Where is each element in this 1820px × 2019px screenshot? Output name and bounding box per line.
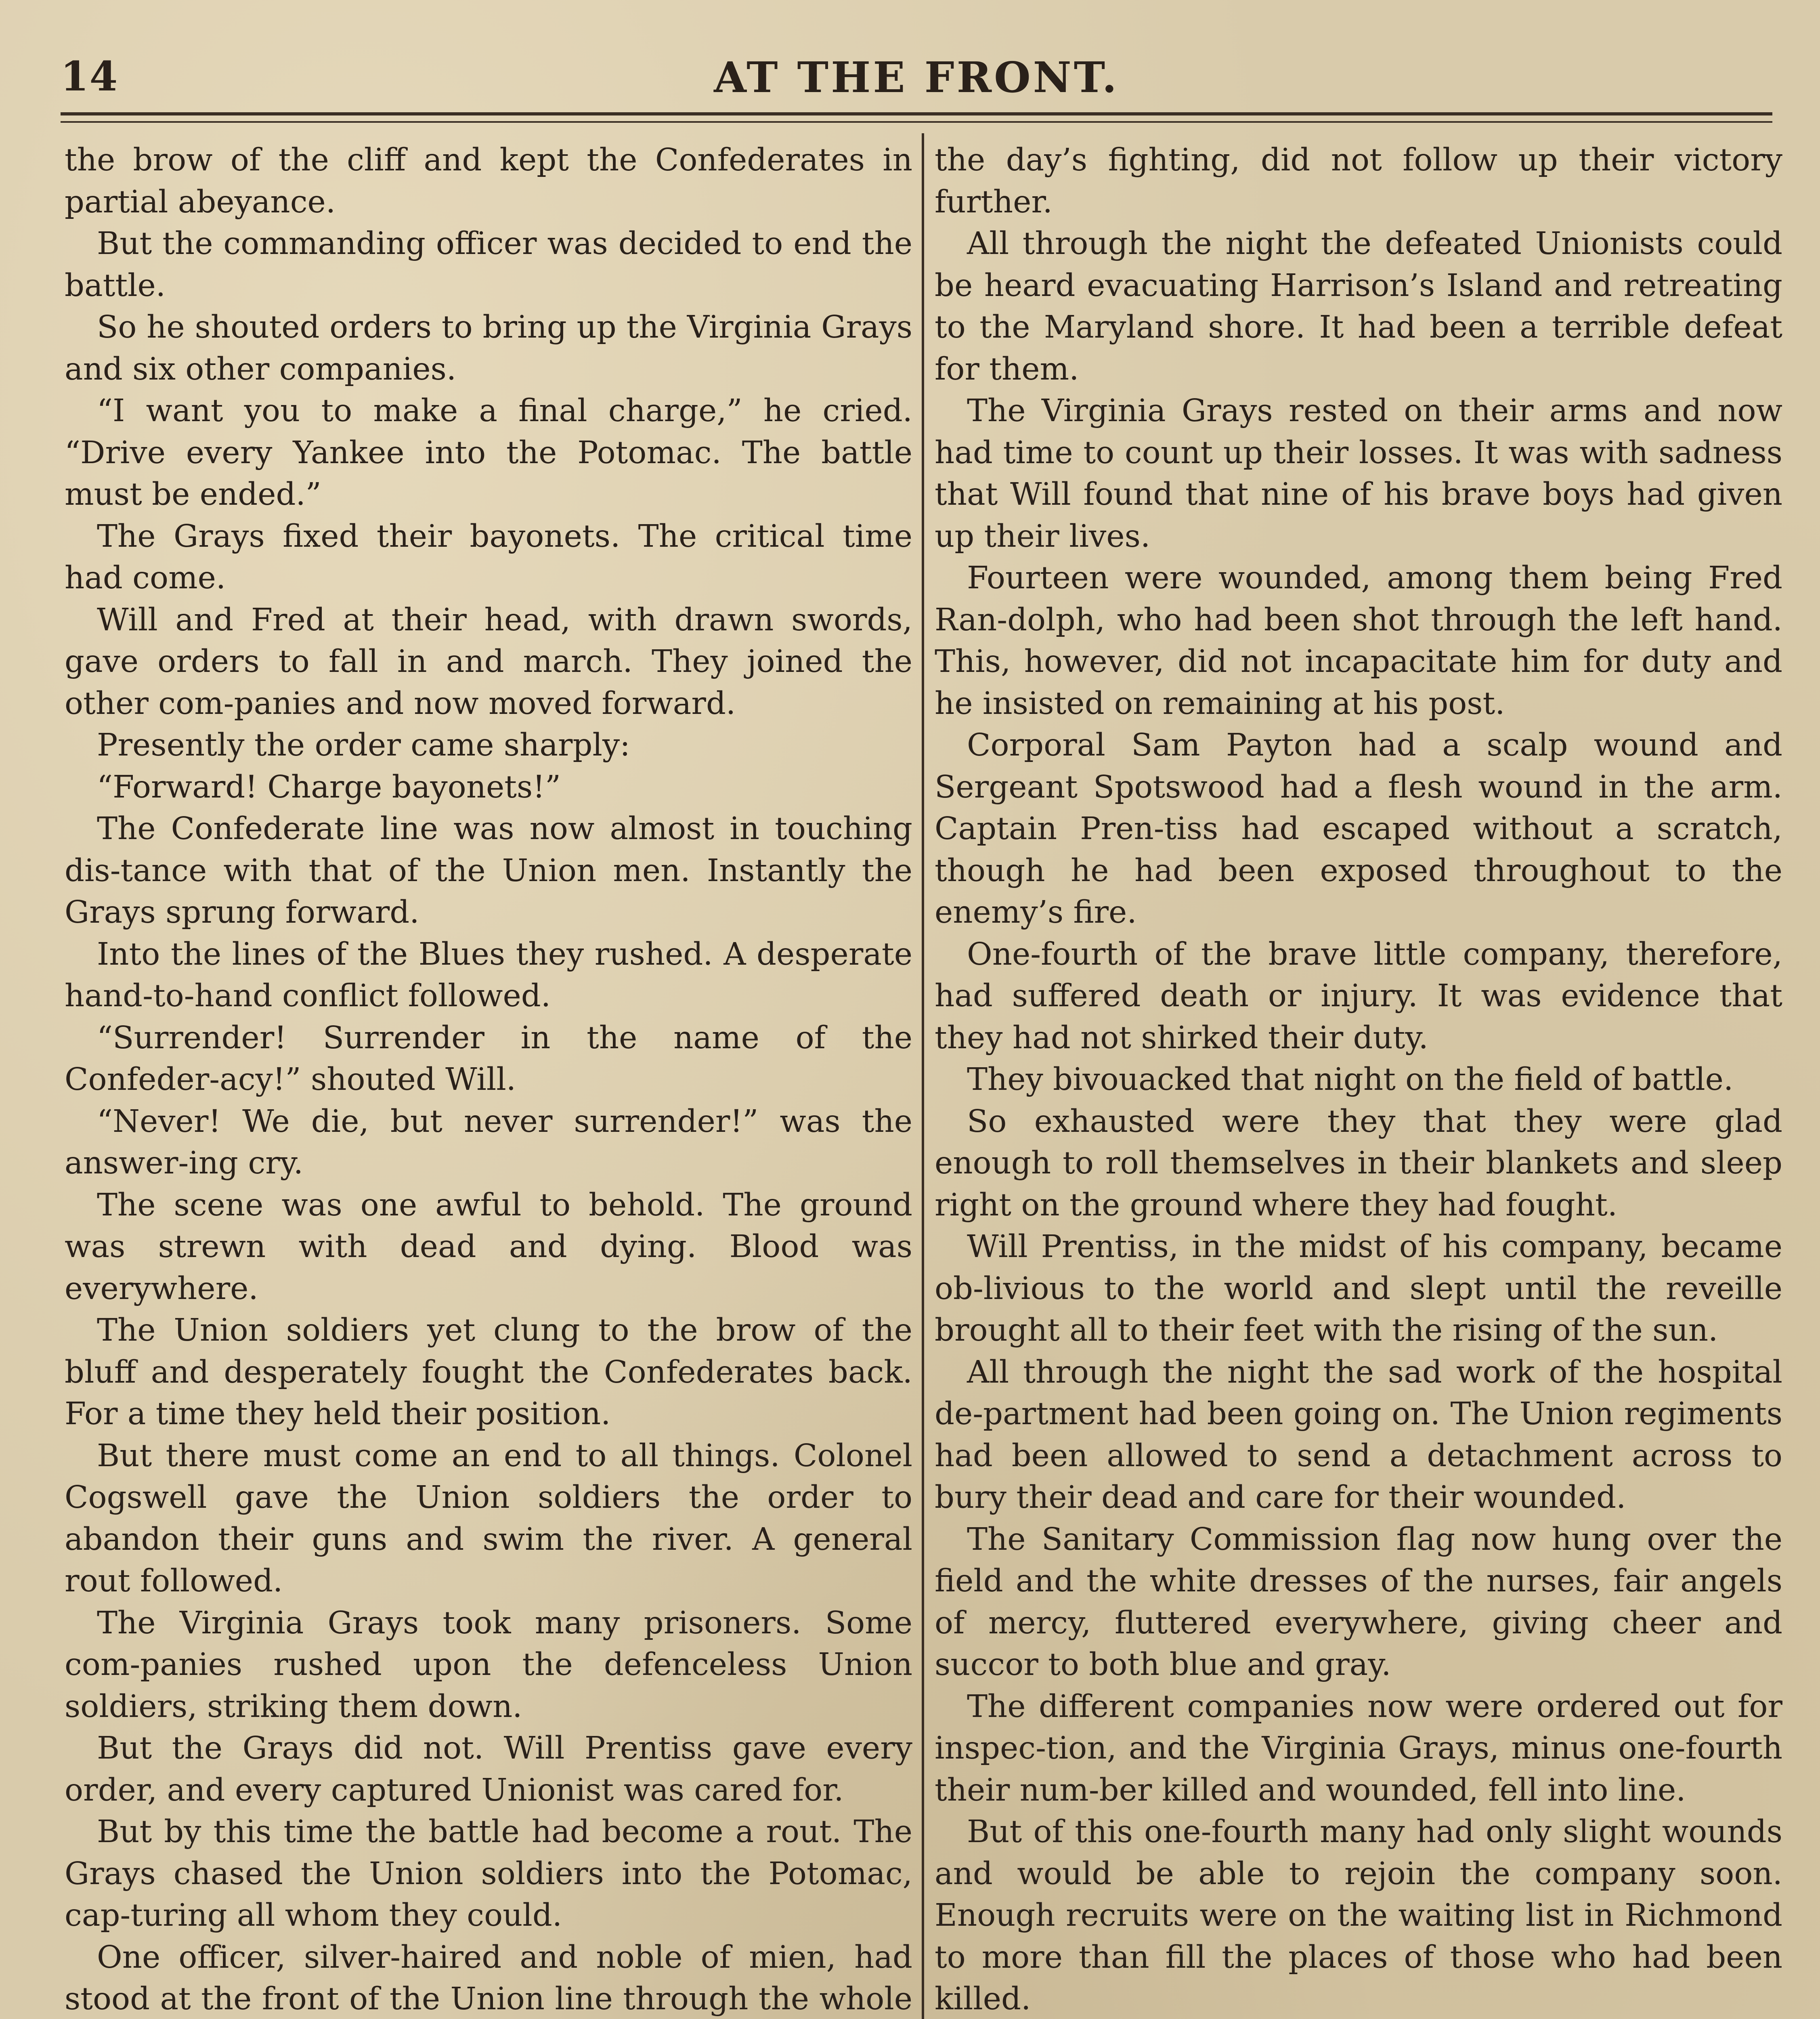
- paragraph: One-fourth of the brave little company, therefore, had suffered death or injury. It was evidence that they had not shirked their duty.: [935, 936, 1782, 1056]
- page-number: 14: [61, 52, 119, 100]
- column-divider: [922, 133, 924, 2019]
- paragraph: They bivouacked that night on the field of battle.: [967, 1062, 1734, 1098]
- paragraph: Will and Fred at their head, with drawn swords, gave orders to fall in and march. They joined the other com-panies and now moved forward.: [65, 602, 912, 722]
- paragraph: But the Grays did not. Will Prentiss gave every order, and every captured Unionist was cared for.: [65, 1730, 912, 1808]
- paragraph: The different companies now were ordered out for inspec-tion, and the Virginia Grays, minus one-fourth their num-ber killed and wounded, fell into line.: [935, 1688, 1782, 1808]
- paragraph: the day’s fighting, did not follow up their victory further.: [935, 142, 1782, 220]
- page-header: [61, 48, 1772, 105]
- header-rule-thin: [61, 121, 1772, 123]
- paragraph: The Virginia Grays took many prisoners. Some com-panies rushed upon the defenceless Union soldiers, striking them down.: [65, 1605, 912, 1725]
- paragraph: The Confederate line was now almost in touching dis-tance with that of the Union men. Instantly the Grays sprung forward.: [65, 811, 912, 930]
- paragraph: The Grays fixed their bayonets. The critical time had come.: [65, 518, 912, 596]
- running-title: AT THE FRONT.: [714, 52, 1119, 102]
- paragraph: But of this one-fourth many had only slight wounds and would be able to rejoin the company soon. Enough recruits were on the waiting list in Richmond to more than fill the places of those who had been killed.: [935, 1814, 1782, 2017]
- paragraph: All through the night the defeated Unionists could be heard evacuating Harrison’s Island and retreating to the Maryland shore. It had been a terrible defeat for them.: [935, 226, 1782, 387]
- paragraph: Fourteen were wounded, among them being Fred Ran-dolph, who had been shot through the left hand. This, however, did not incapacitate him for duty and he insisted on remaining at his post.: [935, 560, 1782, 722]
- paragraph: “Forward! Charge bayonets!”: [97, 769, 561, 805]
- paragraph: Will Prentiss, in the midst of his company, became ob-livious to the world and slept until the reveille brought all to their feet with the rising of the sun.: [935, 1229, 1782, 1348]
- paragraph: So he shouted orders to bring up the Virginia Grays and six other companies.: [65, 309, 912, 387]
- paragraph: But by this time the battle had become a rout. The Grays chased the Union soldiers into the Potomac, cap-turing all whom they could.: [65, 1814, 912, 1933]
- paragraph: But there must come an end to all things. Colonel Cogswell gave the Union soldiers the order to abandon their guns and swim the river. A general rout followed.: [65, 1438, 912, 1599]
- paragraph: The Union soldiers yet clung to the brow of the bluff and desperately fought the Confederates back. For a time they held their position.: [65, 1312, 912, 1432]
- right-column: [935, 139, 1782, 2019]
- paragraph: Into the lines of the Blues they rushed. A desperate hand-to-hand conflict followed.: [65, 936, 912, 1014]
- paragraph: “I want you to make a final charge,” he cried. “Drive every Yankee into the Potomac. The battle must be ended.”: [65, 393, 912, 512]
- paragraph: Corporal Sam Payton had a scalp wound and Sergeant Spotswood had a flesh wound in the arm. Captain Pren-tiss had escaped without a scratch, though he had been exposed throughout to the enemy’s fire.: [935, 727, 1782, 930]
- paragraph: Presently the order came sharply:: [97, 727, 630, 763]
- paragraph: “Surrender! Surrender in the name of the Confeder-acy!” shouted Will.: [65, 1020, 912, 1098]
- paragraph: “Never! We die, but never surrender!” was the answer-ing cry.: [65, 1103, 912, 1181]
- paragraph: The Virginia Grays rested on their arms and now had time to count up their losses. It was with sadness that Will found that nine of his brave boys had given up their lives.: [935, 393, 1782, 554]
- paragraph: All through the night the sad work of the hospital de-partment had been going on. The Union regiments had been allowed to send a detachment across to bury their dead and care for their wounded.: [935, 1354, 1782, 1515]
- header-rule: [61, 112, 1772, 115]
- paragraph: One officer, silver-haired and noble of mien, had stood at the front of the Union line through the whole: [65, 1939, 912, 2017]
- paragraph: But the commanding officer was decided to end the battle.: [65, 226, 912, 304]
- paragraph: The Sanitary Commission flag now hung over the field and the white dresses of the nurses, fair angels of mercy, fluttered everywhere, giving cheer and succor to both blue and gray.: [935, 1521, 1782, 1683]
- paragraph: The scene was one awful to behold. The ground was strewn with dead and dying. Blood was everywhere.: [65, 1187, 912, 1307]
- left-column: [65, 139, 912, 2019]
- paragraph: So exhausted were they that they were glad enough to roll themselves in their blankets and sleep right on the ground where they had fought.: [935, 1103, 1782, 1223]
- paragraph: the brow of the cliff and kept the Confederates in partial abeyance.: [65, 142, 912, 220]
